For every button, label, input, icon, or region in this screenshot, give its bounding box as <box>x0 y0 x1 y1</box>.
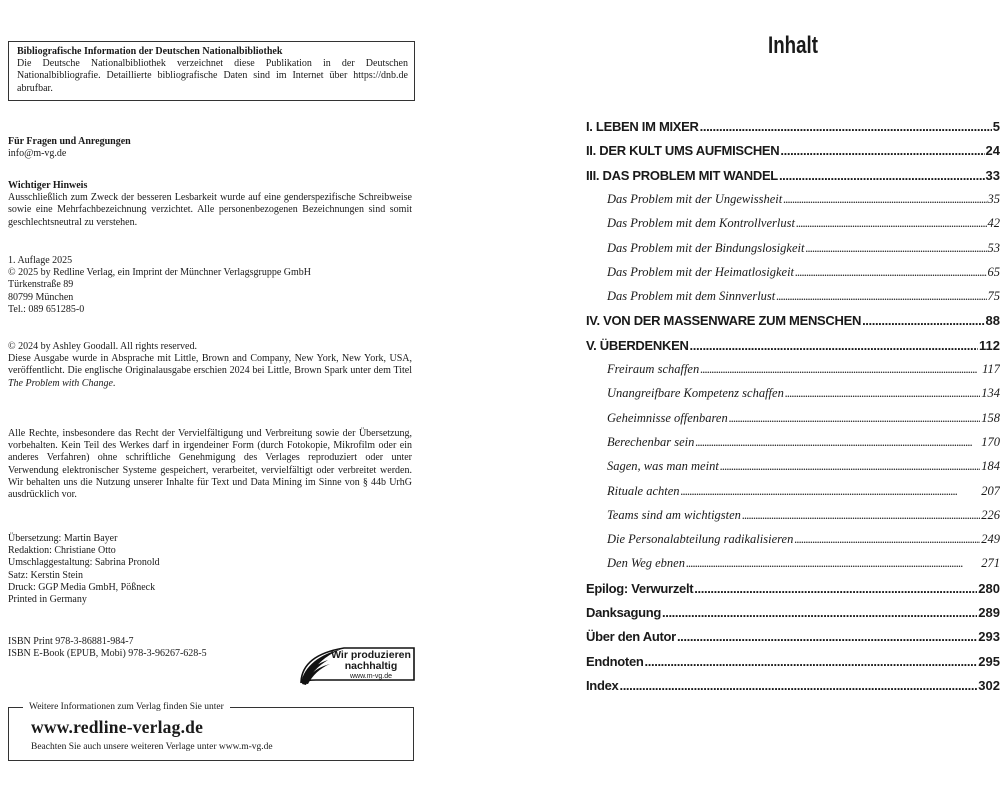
toc-leader-dots <box>783 192 986 207</box>
toc-entry-page: 134 <box>981 386 1000 401</box>
logo-text: Wir produzieren nachhaltig www.m-vg.de <box>331 649 411 680</box>
contact-title: Für Fragen und Anregungen <box>8 136 131 147</box>
toc-entry-page: 249 <box>981 532 1000 547</box>
toc-entry-page: 24 <box>985 143 1000 159</box>
toc-leader-dots <box>794 532 980 547</box>
toc-entry[interactable] <box>586 313 1000 337</box>
contact-block <box>8 136 412 160</box>
publisher-note: Beachten Sie auch unsere weiteren Verlage unter www.m-vg.de <box>31 742 273 752</box>
toc-entry-page: 88 <box>985 313 1000 329</box>
toc-entry-page: 271 <box>981 556 1000 571</box>
toc-leader-dots <box>694 581 977 596</box>
imprint-page <box>0 0 430 800</box>
toc-entry-page: 184 <box>981 459 1000 474</box>
toc-entry-label: I. LEBEN IM MIXER <box>586 119 699 134</box>
toc-entry[interactable] <box>586 119 1000 143</box>
toc-entry[interactable] <box>607 435 1000 459</box>
toc-entry[interactable] <box>586 581 1000 605</box>
publisher-info-box <box>8 702 414 761</box>
toc-entry-page: 53 <box>987 240 1000 255</box>
toc-leader-dots <box>677 629 977 644</box>
publisher-info-legend: Weitere Informationen zum Verlag finden Sie unter <box>29 702 224 712</box>
toc-entry-page: 5 <box>992 119 1000 134</box>
toc-entry[interactable] <box>607 484 1000 508</box>
toc-entry[interactable] <box>586 605 1000 629</box>
hint-block <box>8 180 412 229</box>
toc-entry-page: 112 <box>979 337 1000 353</box>
credit-line: Druck: GGP Media GmbH, Pößneck <box>8 581 156 593</box>
toc-entry[interactable] <box>607 265 1000 289</box>
credit-line: Umschlaggestaltung: Sabrina Pronold <box>8 557 160 569</box>
toc-entry-label: Über den Autor <box>586 629 676 645</box>
isbn-ebook: ISBN E-Book (EPUB, Mobi) 978-3-96267-628-5 <box>8 648 207 660</box>
toc-entry-label: III. DAS PROBLEM MIT WANDEL <box>586 167 778 183</box>
toc-entry-label: Das Problem mit der Bindungslosigkeit <box>607 240 805 255</box>
toc-entry-page: 226 <box>981 507 1000 522</box>
toc-entry-label: Freiraum schaffen <box>607 362 700 376</box>
isbn-block <box>8 636 298 660</box>
toc-leader-dots <box>662 605 977 620</box>
toc-entry-label: Rituale achten <box>607 483 680 498</box>
toc-entry-page: 158 <box>981 410 1000 425</box>
toc-entry[interactable] <box>607 192 1000 216</box>
toc-leader-dots <box>700 362 981 377</box>
contact-email: info@m-vg.de <box>8 148 67 160</box>
toc-page <box>586 0 1000 800</box>
copyright-block <box>8 341 412 390</box>
toc-entry-label: Das Problem mit dem Kontrollverlust <box>607 216 795 231</box>
toc-entry-label: Epilog: Verwurzelt <box>586 580 694 596</box>
toc-entry-label: Das Problem mit der Heimatlosigkeit <box>607 264 795 279</box>
toc-leader-dots <box>795 265 986 280</box>
original-title: The Problem with Change <box>8 377 113 389</box>
edition-line: Türkenstraße 89 <box>8 279 74 291</box>
toc-entry[interactable] <box>586 678 1000 702</box>
toc-entry[interactable] <box>586 338 1000 362</box>
toc-entry[interactable] <box>607 459 1000 483</box>
toc-entry-page: 42 <box>987 216 1000 231</box>
toc-leader-dots <box>780 143 984 158</box>
toc-leader-dots <box>690 338 978 353</box>
toc-entry[interactable] <box>586 654 1000 678</box>
isbn-print: ISBN Print 978-3-86881-984-7 <box>8 636 134 647</box>
toc-entry-label: Index <box>586 677 619 693</box>
biblio-text: Die Deutsche Nationalbibliothek verzeichnet diese Publikation in der Deutschen Nationalbibliografie. Detaillierte bibliografische Daten sind im Internet über https://dnb.de abrufbar. <box>17 58 408 94</box>
toc-entry-page: 65 <box>987 264 1000 279</box>
toc-entry-label: V. ÜBERDENKEN <box>586 337 689 353</box>
toc-entry-page: 295 <box>978 653 1000 669</box>
hint-title: Wichtiger Hinweis <box>8 180 88 191</box>
toc-entry-label: Geheimnisse offenbaren <box>607 410 728 425</box>
toc-entry-page: 75 <box>987 289 1000 304</box>
toc-entry-label: Danksagung <box>586 605 662 620</box>
toc-leader-dots <box>862 313 984 328</box>
bibliographic-info-box <box>8 41 415 101</box>
toc-entry-page: 170 <box>981 434 1000 449</box>
toc-entry[interactable] <box>607 411 1000 435</box>
credit-line: Printed in Germany <box>8 594 87 606</box>
toc-leader-dots <box>729 411 981 426</box>
toc-leader-dots <box>619 678 977 693</box>
toc-entry[interactable] <box>607 241 1000 265</box>
toc-entry-page: 293 <box>978 629 1000 645</box>
toc-entry[interactable] <box>607 508 1000 532</box>
page-title: Inhalt <box>768 32 818 59</box>
toc-leader-dots <box>686 556 980 571</box>
edition-block <box>8 255 412 316</box>
toc-entry[interactable] <box>607 362 1000 386</box>
toc-entry-label: Teams sind am wichtigsten <box>607 507 741 522</box>
toc-entry-label: Berechenbar sein <box>607 434 695 449</box>
toc-entry[interactable] <box>607 556 1000 580</box>
toc-leader-dots <box>785 386 980 401</box>
hint-text: Ausschließlich zum Zweck der besseren Lesbarkeit wurde auf eine genderspezifische Schreibweise sowie eine Mehrfachbezeichnung verzichtet. Alle personenbezogenen Bezeichnungen sind somit geschlechtsneutral zu verstehen. <box>8 192 412 228</box>
toc-entry-page: 33 <box>985 167 1000 183</box>
toc-entry-page: 302 <box>978 677 1000 693</box>
toc-entry[interactable] <box>607 386 1000 410</box>
sustainability-logo <box>298 646 418 686</box>
toc-entry-page: 280 <box>978 580 1000 596</box>
rights-block <box>8 428 412 501</box>
credit-line: Übersetzung: Martin Bayer <box>8 533 118 544</box>
toc-entry[interactable] <box>607 532 1000 556</box>
toc-entry[interactable] <box>586 143 1000 167</box>
toc-leader-dots <box>681 484 981 499</box>
toc-entry-page: 117 <box>982 362 1000 376</box>
rights-text: Alle Rechte, insbesondere das Recht der Vervielfältigung und Verbreitung sowie der Übersetzung, vorbehalten. Kein Teil des Werkes darf in irgendeiner Form (durch Fotokopie, Mikrofilm oder ein anderes Verfahren) ohne schriftliche Genehmigung des Verlages reproduziert oder unter Verwendung elektronischer Systeme gespeichert, verarbeitet, vervielfältigt oder verbreitet werden. Wir behalten uns die Nutzung unserer Inhalte für Text und Data Mining im Sinne von § 44b UrhG ausdrücklich vor. <box>8 428 412 501</box>
copyright-line: © 2024 by Ashley Goodall. All rights reserved. <box>8 341 197 352</box>
toc-entry-label: Die Personalabteilung radikalisieren <box>607 532 794 547</box>
toc-entry-page: 289 <box>978 605 1000 620</box>
edition-line: 80799 München <box>8 291 74 303</box>
toc-entry-label: Den Weg ebnen <box>607 556 685 571</box>
toc-entry[interactable] <box>586 168 1000 192</box>
toc-entry-label: Das Problem mit der Ungewissheit <box>607 191 783 206</box>
toc-entry-label: II. DER KULT UMS AUFMISCHEN <box>586 143 780 159</box>
toc-entry-page: 207 <box>981 483 1000 498</box>
toc-leader-dots <box>695 435 980 450</box>
edition-line: 1. Auflage 2025 <box>8 255 73 266</box>
credits-block <box>8 533 412 606</box>
edition-line: © 2025 by Redline Verlag, ein Imprint der Münchner Verlagsgruppe GmbH <box>8 267 311 279</box>
toc-leader-dots <box>645 654 978 669</box>
toc-leader-dots <box>720 459 980 474</box>
publisher-url[interactable]: www.redline-verlag.de <box>31 717 204 737</box>
toc-entry-label: Unangreifbare Kompetenz schaffen <box>607 386 784 401</box>
edition-line: Tel.: 089 651285-0 <box>8 303 85 315</box>
toc-leader-dots <box>796 216 987 231</box>
toc-leader-dots <box>805 241 986 256</box>
toc-leader-dots <box>779 168 985 183</box>
toc-entry-label: Das Problem mit dem Sinnverlust <box>607 289 776 304</box>
toc-leader-dots <box>742 508 980 523</box>
toc-entry[interactable] <box>586 629 1000 653</box>
credit-line: Redaktion: Christiane Otto <box>8 545 116 557</box>
toc-entry-page: 35 <box>987 191 1000 206</box>
toc-entry[interactable] <box>607 289 1000 313</box>
credit-line: Satz: Kerstin Stein <box>8 569 83 581</box>
biblio-title: Bibliografische Information der Deutschen Nationalbibliothek <box>17 46 283 57</box>
toc-leader-dots <box>700 119 992 134</box>
toc-entry-label: Endnoten <box>586 653 644 669</box>
toc-leader-dots <box>776 289 986 304</box>
toc-entry-label: IV. VON DER MASSENWARE ZUM MENSCHEN <box>586 313 862 329</box>
copyright-text: Diese Ausgabe wurde in Absprache mit Little, Brown and Company, New York, New York, USA, veröffentlicht. Die englische Originalausgabe erschien 2024 bei Little, Brown Spark unter dem Titel The Problem with Change. <box>8 353 412 389</box>
toc-entry[interactable] <box>607 216 1000 240</box>
toc-entry-label: Sagen, was man meint <box>607 459 719 474</box>
